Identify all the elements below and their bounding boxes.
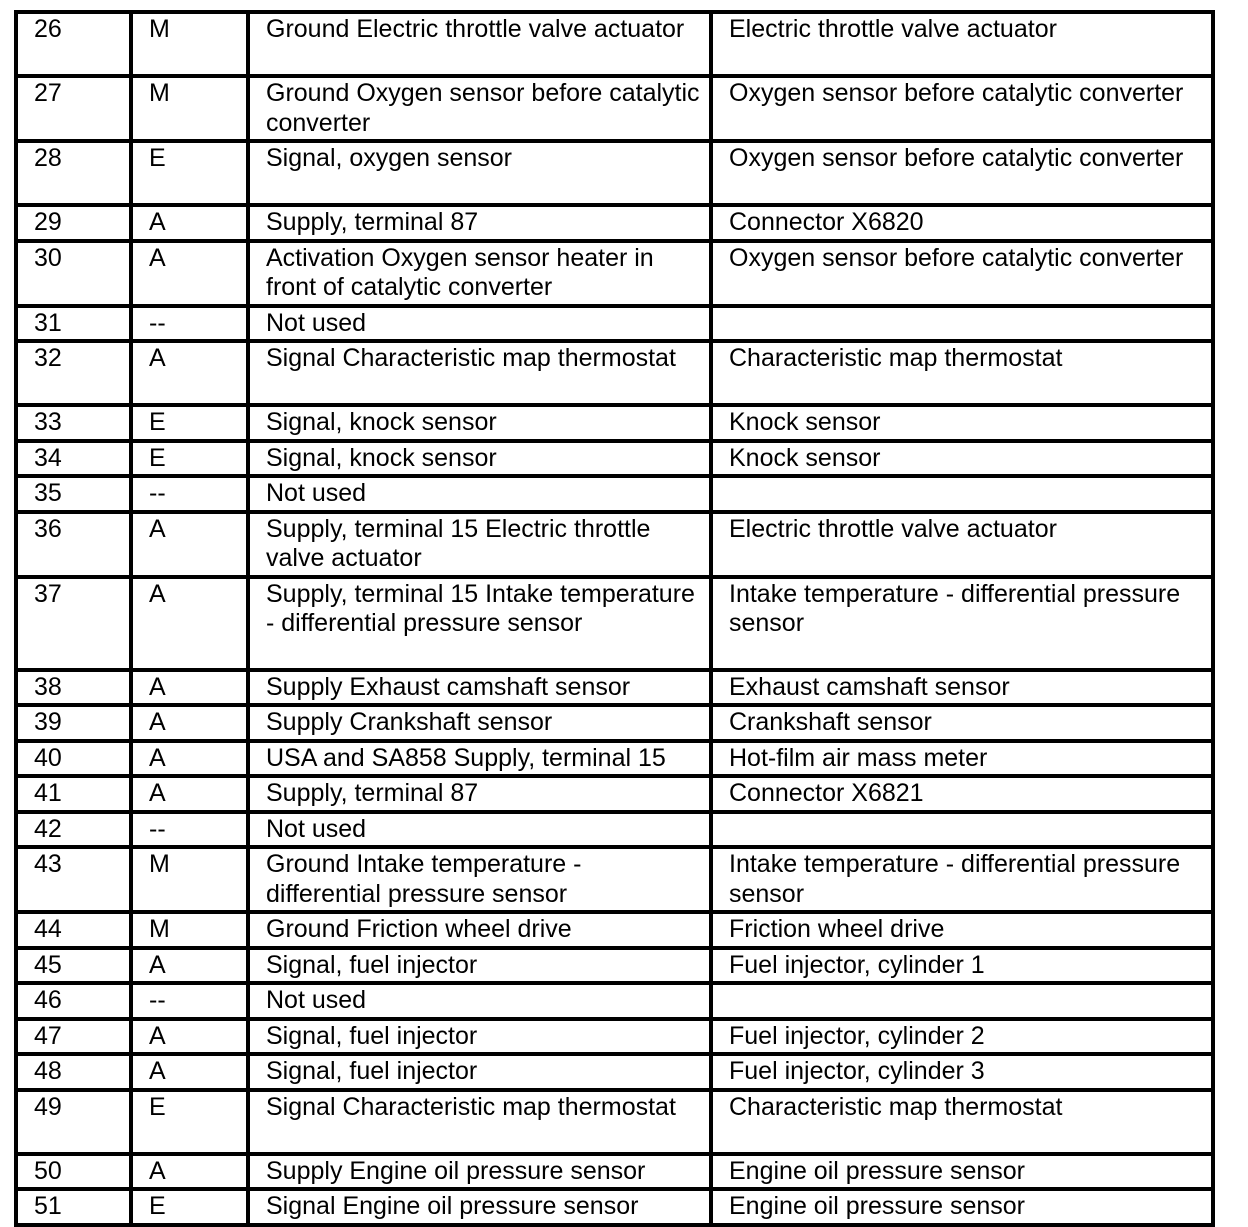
signal-type: M <box>131 76 248 141</box>
table-row <box>16 577 1213 670</box>
pin-number: 46 <box>16 983 131 1019</box>
pin-number: 38 <box>16 670 131 706</box>
connected-component <box>711 476 1213 512</box>
signal-type: E <box>131 441 248 477</box>
table-row <box>16 241 1213 306</box>
table-row <box>16 847 1213 912</box>
pin-number: 27 <box>16 76 131 141</box>
signal-type: A <box>131 741 248 777</box>
pin-number: 35 <box>16 476 131 512</box>
pin-description: Activation Oxygen sensor heater in front of catalytic converter <box>248 241 711 306</box>
pin-description: USA and SA858 Supply, terminal 15 <box>248 741 711 777</box>
pin-description: Not used <box>248 812 711 848</box>
table-row <box>16 405 1213 441</box>
signal-type: A <box>131 1054 248 1090</box>
pin-number: 33 <box>16 405 131 441</box>
pin-description: Ground Electric throttle valve actuator <box>248 12 711 76</box>
table-row <box>16 1019 1213 1055</box>
pin-description: Supply, terminal 87 <box>248 776 711 812</box>
signal-type: -- <box>131 476 248 512</box>
connected-component: Engine oil pressure sensor <box>711 1154 1213 1190</box>
table-row <box>16 776 1213 812</box>
table-row <box>16 476 1213 512</box>
table-row <box>16 1189 1213 1225</box>
pin-number: 43 <box>16 847 131 912</box>
signal-type: A <box>131 705 248 741</box>
signal-type: A <box>131 512 248 577</box>
pin-description: Ground Oxygen sensor before catalytic converter <box>248 76 711 141</box>
connected-component: Knock sensor <box>711 441 1213 477</box>
table-row <box>16 912 1213 948</box>
pin-number: 29 <box>16 205 131 241</box>
table-row <box>16 441 1213 477</box>
pin-description: Signal Engine oil pressure sensor <box>248 1189 711 1225</box>
connected-component: Electric throttle valve actuator <box>711 512 1213 577</box>
pin-number: 51 <box>16 1189 131 1225</box>
table-row <box>16 341 1213 405</box>
pin-description: Supply, terminal 15 Intake temperature - differential pressure sensor <box>248 577 711 670</box>
table-row <box>16 512 1213 577</box>
pin-number: 28 <box>16 141 131 205</box>
connected-component: Connector X6820 <box>711 205 1213 241</box>
table-row <box>16 983 1213 1019</box>
signal-type: E <box>131 405 248 441</box>
pin-description: Signal Characteristic map thermostat <box>248 341 711 405</box>
connected-component: Fuel injector, cylinder 1 <box>711 948 1213 984</box>
signal-type: A <box>131 670 248 706</box>
pin-number: 30 <box>16 241 131 306</box>
table-row <box>16 1090 1213 1154</box>
connected-component: Knock sensor <box>711 405 1213 441</box>
connected-component: Intake temperature - differential pressure sensor <box>711 847 1213 912</box>
connected-component: Characteristic map thermostat <box>711 341 1213 405</box>
signal-type: A <box>131 1019 248 1055</box>
connected-component: Electric throttle valve actuator <box>711 12 1213 76</box>
pin-description: Signal, fuel injector <box>248 948 711 984</box>
connected-component: Intake temperature - differential pressure sensor <box>711 577 1213 670</box>
table-row <box>16 12 1213 76</box>
connected-component: Characteristic map thermostat <box>711 1090 1213 1154</box>
connected-component <box>711 983 1213 1019</box>
connected-component: Exhaust camshaft sensor <box>711 670 1213 706</box>
table-row <box>16 948 1213 984</box>
table-row <box>16 1154 1213 1190</box>
pin-number: 37 <box>16 577 131 670</box>
signal-type: A <box>131 205 248 241</box>
pin-number: 41 <box>16 776 131 812</box>
pin-description: Supply Exhaust camshaft sensor <box>248 670 711 706</box>
signal-type: M <box>131 12 248 76</box>
table-row <box>16 306 1213 342</box>
signal-type: A <box>131 948 248 984</box>
connected-component: Engine oil pressure sensor <box>711 1189 1213 1225</box>
pin-number: 32 <box>16 341 131 405</box>
pin-number: 40 <box>16 741 131 777</box>
pin-description: Not used <box>248 476 711 512</box>
table-row <box>16 670 1213 706</box>
table-row <box>16 76 1213 141</box>
pin-number: 36 <box>16 512 131 577</box>
signal-type: E <box>131 1189 248 1225</box>
connected-component: Fuel injector, cylinder 3 <box>711 1054 1213 1090</box>
pin-number: 44 <box>16 912 131 948</box>
pin-description: Ground Intake temperature - differential pressure sensor <box>248 847 711 912</box>
pin-description: Ground Friction wheel drive <box>248 912 711 948</box>
pin-description: Signal, fuel injector <box>248 1054 711 1090</box>
pin-number: 50 <box>16 1154 131 1190</box>
table-row <box>16 812 1213 848</box>
pin-description: Not used <box>248 983 711 1019</box>
pin-number: 49 <box>16 1090 131 1154</box>
pin-number: 34 <box>16 441 131 477</box>
pin-number: 47 <box>16 1019 131 1055</box>
pin-number: 26 <box>16 12 131 76</box>
connected-component: Hot-film air mass meter <box>711 741 1213 777</box>
pin-description: Signal Characteristic map thermostat <box>248 1090 711 1154</box>
connected-component: Oxygen sensor before catalytic converter <box>711 241 1213 306</box>
table-row <box>16 141 1213 205</box>
pin-assignment-table <box>14 10 1215 1227</box>
pin-number: 42 <box>16 812 131 848</box>
pin-description: Not used <box>248 306 711 342</box>
pin-number: 45 <box>16 948 131 984</box>
table-row <box>16 741 1213 777</box>
pin-description: Signal, knock sensor <box>248 405 711 441</box>
pin-number: 31 <box>16 306 131 342</box>
pin-description: Supply Crankshaft sensor <box>248 705 711 741</box>
pin-description: Supply Engine oil pressure sensor <box>248 1154 711 1190</box>
signal-type: M <box>131 847 248 912</box>
connected-component: Oxygen sensor before catalytic converter <box>711 76 1213 141</box>
signal-type: A <box>131 776 248 812</box>
pin-description: Signal, oxygen sensor <box>248 141 711 205</box>
connected-component: Connector X6821 <box>711 776 1213 812</box>
signal-type: A <box>131 577 248 670</box>
signal-type: -- <box>131 983 248 1019</box>
signal-type: A <box>131 341 248 405</box>
signal-type: -- <box>131 812 248 848</box>
connected-component: Crankshaft sensor <box>711 705 1213 741</box>
connected-component: Oxygen sensor before catalytic converter <box>711 141 1213 205</box>
pin-description: Supply, terminal 87 <box>248 205 711 241</box>
table-row <box>16 205 1213 241</box>
signal-type: E <box>131 141 248 205</box>
pin-number: 39 <box>16 705 131 741</box>
signal-type: -- <box>131 306 248 342</box>
pin-description: Supply, terminal 15 Electric throttle valve actuator <box>248 512 711 577</box>
signal-type: M <box>131 912 248 948</box>
pin-number: 48 <box>16 1054 131 1090</box>
table-row <box>16 1054 1213 1090</box>
connected-component <box>711 306 1213 342</box>
table-row <box>16 705 1213 741</box>
connected-component: Friction wheel drive <box>711 912 1213 948</box>
signal-type: E <box>131 1090 248 1154</box>
pin-description: Signal, knock sensor <box>248 441 711 477</box>
signal-type: A <box>131 1154 248 1190</box>
signal-type: A <box>131 241 248 306</box>
connected-component <box>711 812 1213 848</box>
pin-description: Signal, fuel injector <box>248 1019 711 1055</box>
connected-component: Fuel injector, cylinder 2 <box>711 1019 1213 1055</box>
